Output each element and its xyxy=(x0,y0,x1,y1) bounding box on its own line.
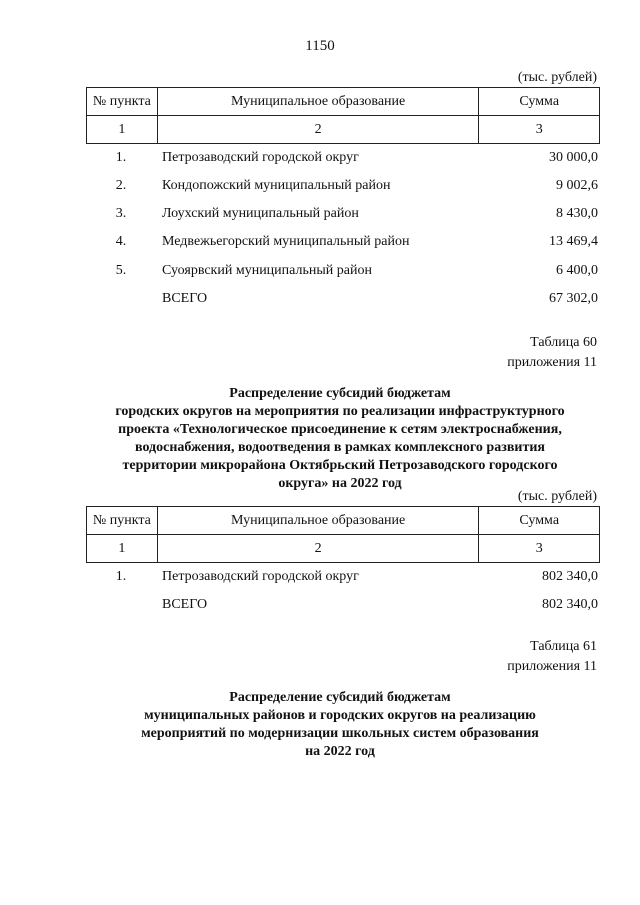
table61-title-line: Распределение субсидий бюджетам xyxy=(229,690,451,705)
row-municipality: Кондопожский муниципальный район xyxy=(162,178,391,193)
header-num: № пункта xyxy=(87,507,158,535)
table61-label-line1: Таблица 61 xyxy=(530,639,597,654)
row-number: 1. xyxy=(115,150,127,165)
table60-header xyxy=(86,506,600,563)
table-row xyxy=(86,263,600,283)
table60-label-line2: приложения 11 xyxy=(507,355,597,370)
table60-title-line: Распределение субсидий бюджетам xyxy=(229,386,451,401)
header-index-2: 2 xyxy=(157,116,479,144)
table61-title-line: на 2022 год xyxy=(305,744,375,759)
upper-table-header xyxy=(86,87,600,144)
units-label-upper: (тыс. рублей) xyxy=(517,70,597,85)
row-number: 2. xyxy=(115,178,127,193)
table60-label xyxy=(507,333,597,373)
table-row xyxy=(86,150,600,170)
row-number: 4. xyxy=(115,234,127,249)
table60-title xyxy=(80,385,600,493)
header-sum: Сумма xyxy=(479,507,600,535)
header-index-1: 1 xyxy=(87,535,158,563)
row-municipality: Петрозаводский городской округ xyxy=(162,150,359,165)
table60-title-line: проекта «Технологическое присоединение к сетям электроснабжения, xyxy=(118,422,562,437)
table61-label-line2: приложения 11 xyxy=(507,659,597,674)
table61-title xyxy=(80,689,600,761)
row-number: 1. xyxy=(115,569,127,584)
row-sum: 8 430,0 xyxy=(556,206,598,221)
table60-title-line: водоснабжения, водоотведения в рамках комплексного развития xyxy=(135,440,545,455)
header-num: № пункта xyxy=(87,88,158,116)
header-name: Муниципальное образование xyxy=(157,507,479,535)
table-row xyxy=(86,569,600,589)
row-municipality: Суоярвский муниципальный район xyxy=(162,263,372,278)
header-sum: Сумма xyxy=(479,88,600,116)
row-sum: 802 340,0 xyxy=(542,569,598,584)
row-number: 5. xyxy=(115,263,127,278)
row-municipality: Петрозаводский городской округ xyxy=(162,569,359,584)
row-sum: 9 002,6 xyxy=(556,178,598,193)
row-municipality: Лоухский муниципальный район xyxy=(162,206,359,221)
table-row xyxy=(86,234,600,254)
row-municipality: Медвежьегорский муниципальный район xyxy=(162,234,410,249)
table60-title-line: территории микрорайона Октябрьский Петрозаводского городского xyxy=(122,458,558,473)
row-sum: 13 469,4 xyxy=(549,234,598,249)
total-label: ВСЕГО xyxy=(162,291,208,306)
row-sum: 6 400,0 xyxy=(556,263,598,278)
table-row xyxy=(86,178,600,198)
table-row xyxy=(86,206,600,226)
table60-label-line1: Таблица 60 xyxy=(530,335,597,350)
row-sum: 30 000,0 xyxy=(549,150,598,165)
total-row xyxy=(86,597,600,617)
table60-title-line: городских округов на мероприятия по реализации инфраструктурного xyxy=(115,404,565,419)
table61-label xyxy=(507,637,597,677)
page-number: 1150 xyxy=(305,38,335,54)
header-index-2: 2 xyxy=(157,535,479,563)
header-name: Муниципальное образование xyxy=(157,88,479,116)
row-number: 3. xyxy=(115,206,127,221)
total-row xyxy=(86,291,600,311)
total-sum: 67 302,0 xyxy=(549,291,598,306)
header-index-3: 3 xyxy=(479,116,600,144)
table61-title-line: муниципальных районов и городских округов на реализацию xyxy=(144,708,536,723)
table60-title-line: округа» на 2022 год xyxy=(278,476,402,491)
total-label: ВСЕГО xyxy=(162,597,208,612)
total-sum: 802 340,0 xyxy=(542,597,598,612)
header-index-3: 3 xyxy=(479,535,600,563)
units-label-table60: (тыс. рублей) xyxy=(517,489,597,504)
header-index-1: 1 xyxy=(87,116,158,144)
table61-title-line: мероприятий по модернизации школьных систем образования xyxy=(141,726,539,741)
